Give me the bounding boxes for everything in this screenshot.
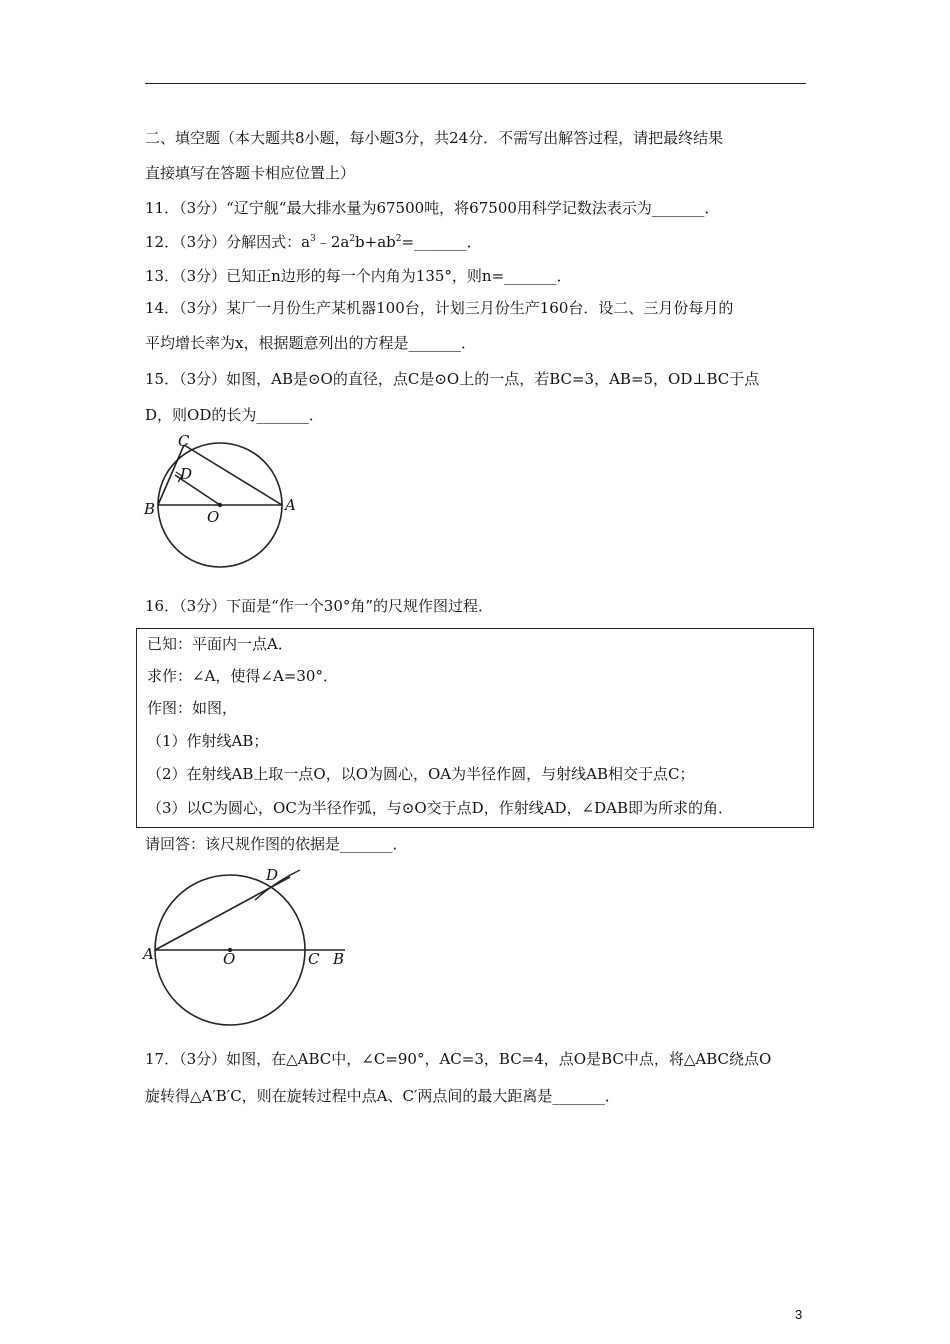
question-15-line2: D，则OD的长为_______． [145, 406, 324, 424]
label-d: D [266, 866, 279, 884]
section-heading-line1: 二、填空题（本大题共8小题，每小题3分，共24分．不需写出解答过程，请把最终结果 [145, 129, 724, 147]
box-known: 已知：平面内一点A． [147, 635, 293, 653]
label-a: A [143, 945, 154, 963]
figure-q16 [140, 860, 360, 1030]
label-c: C [308, 950, 320, 968]
label-o: O [207, 508, 220, 526]
box-construct: 作图：如图， [147, 699, 238, 717]
question-14-line2: 平均增长率为x，根据题意列出的方程是_______． [145, 334, 476, 352]
box-find: 求作：∠A，使得∠A=30°． [147, 667, 338, 685]
question-12: 12．（3分）分解因式：$a^3﹣2a^2b+ab^2=\_\_\_\_\_\_\_$． [145, 233, 482, 251]
question-13: 13．（3分）已知正n边形的每一个内角为135°，则n=_______． [145, 267, 572, 285]
box-step3: （3）以C为圆心，OC为半径作弧，与⊙O交于点D，作射线AD，∠DAB即为所求的角． [147, 799, 733, 817]
question-15-line1: 15．（3分）如图，AB是⊙O的直径，点C是⊙O上的一点，若BC=3，AB=5，OD⊥BC于点 [145, 370, 760, 388]
question-17-line1: 17．（3分）如图，在△ABC中，∠C=90°，AC=3，BC=4，点O是BC中点，将△ABC绕点O [145, 1050, 772, 1068]
question-17-line2: 旋转得△A′B′C，则在旋转过程中点A、C′两点间的最大距离是_______． [145, 1087, 620, 1105]
label-a: A [285, 496, 296, 514]
label-d: D [180, 465, 193, 483]
question-16-answer: 请回答：该尺规作图的依据是_______． [145, 835, 408, 853]
figure-q15 [140, 430, 310, 580]
construction-box [136, 628, 814, 828]
question-14-line1: 14．（3分）某厂一月份生产某机器100台，计划三月份生产160台．设二、三月份每月的 [145, 299, 734, 317]
label-c: C [178, 432, 190, 450]
label-b: B [333, 950, 345, 968]
box-step1: （1）作射线AB； [147, 732, 269, 750]
box-step2: （2）在射线AB上取一点O，以O为圆心，OA为半径作圆，与射线AB相交于点C； [147, 765, 695, 783]
question-11: 11．（3分）“辽宁舰“最大排水量为67500吨，将67500用科学记数法表示为_______． [145, 199, 720, 217]
label-b: B [144, 500, 156, 518]
section-heading-line2: 直接填写在答题卡相应位置上） [145, 164, 356, 182]
page-number: 3 [795, 1307, 803, 1322]
label-o: O [223, 950, 236, 968]
question-16-line1: 16．（3分）下面是“作一个30°角”的尺规作图过程． [145, 597, 494, 615]
header-rule [145, 83, 806, 84]
